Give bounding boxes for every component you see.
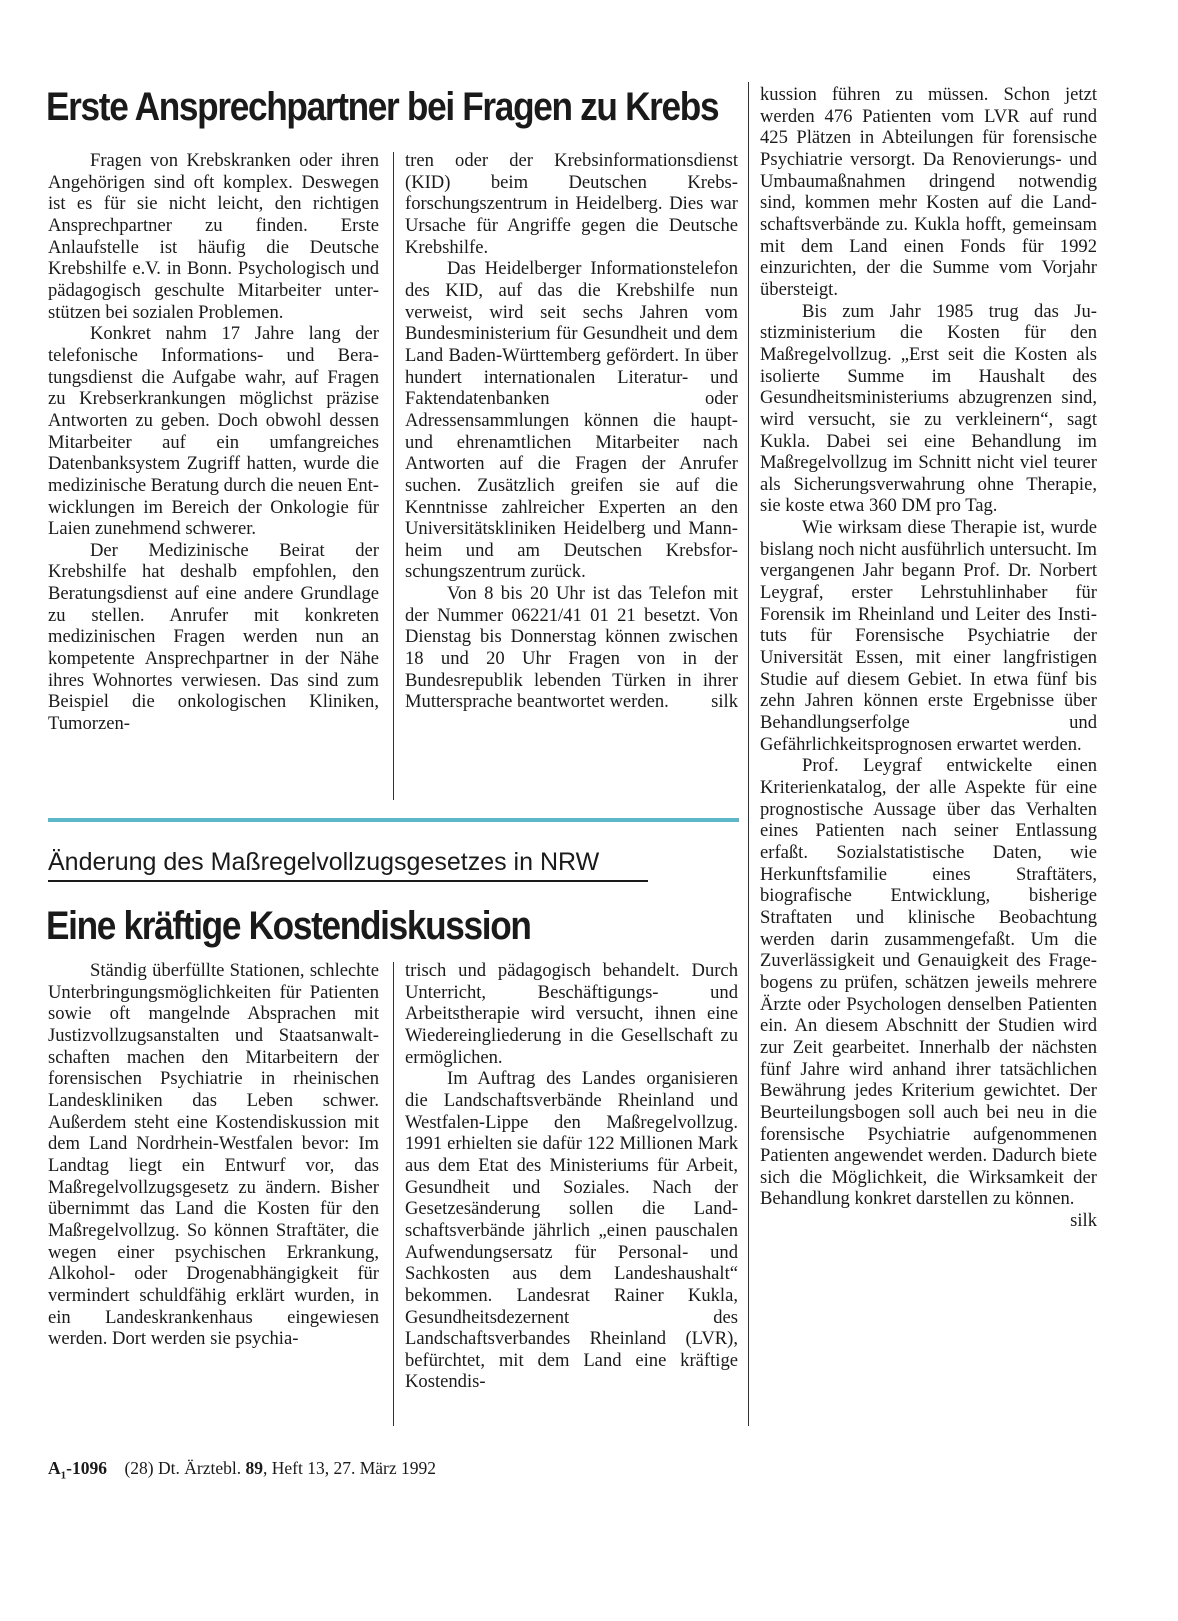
issue-date: , Heft 13, 27. März 1992: [262, 1458, 437, 1478]
section-divider: [48, 818, 739, 822]
article1-column-1: [48, 150, 379, 735]
column-divider: [748, 82, 749, 1426]
paragraph: [405, 583, 738, 713]
column-divider: [393, 152, 394, 800]
article2-column-2: [405, 960, 738, 1393]
paragraph: Ständig überfüllte Stationen, schlechte Unterbringungsmöglichkeiten für Patienten sowie oft mangelnde Absprachen mit Justizvollzugsanstalten und Staatsanwaltschaften machen den Mitarbeitern der forensischen Psychiatrie in rheinischen Landeskliniken das Leben schwer. Außerdem steht eine Kostendiskussion mit dem Land Nordrhein-Westfalen bevor: Im Landtag liegt ein Entwurf vor, das Maßregelvollzugsgesetz zu ändern. Bisher übernimmt das Land die Kosten für den Maßregelvollzug. So können Straftäter, die wegen einer psychischen Erkrankung, Alkohol- oder Drogenabhängigkeit für vermindert schuldfähig erklärt wurden, in ein Landeskrankenhaus eingewiesen werden. Dort werden sie psychia-: [48, 960, 379, 1350]
folio: (28): [124, 1458, 154, 1478]
page-prefix-sub: 1: [60, 1469, 67, 1482]
page-prefix: A: [48, 1458, 61, 1478]
column-divider: [393, 962, 394, 1426]
paragraph: tren oder der Krebsinformationsdienst (KID) beim Deutschen Krebsforschungszentrum in Heidelberg. Dies war Ursache für Angriffe gegen die Deutsche Krebshilfe.: [405, 150, 738, 258]
kicker-underline: [48, 880, 648, 882]
article1-headline: Erste Ansprechpartner bei Fragen zu Krebs: [46, 85, 719, 129]
paragraph: [760, 755, 1097, 1232]
paragraph: kussion führen zu müssen. Schon jetzt werden 476 Patienten vom LVR auf rund 425 Plätzen in Abteilungen für forensische Psychiatrie versorgt. Da Renovierungs- und Umbaumaßnahmen dringend notwendig sind, kommen mehr Kosten auf die Landschaftsverbände zu. Kukla hofft, gemeinsam mit dem Land einen Fonds für 1992 einzurichten, der die Summe vom Vorjahr übersteigt.: [760, 84, 1097, 300]
volume: 89: [245, 1458, 263, 1478]
paragraph: Das Heidelberger Informationstelefon des KID, auf das die Krebshilfe nun verweist, wird seit sechs Jahren vom Bundesministerium für Gesundheit und dem Land Baden-Württemberg gefördert. In über hundert internationalen Literatur- und Faktendatenbanken oder Adressensammlungen können die haupt- und ehrenamtlichen Mitarbeiter nach Antworten auf die Fragen der Anrufer suchen. Zusätzlich greifen sie auf die Kenntnisse zahlreicher Experten an den Universitätskliniken Heidelberg und Mannheim und am Deutschen Krebsforschungszentrum zurück.: [405, 258, 738, 583]
article2-headline: Eine kräftige Kostendiskussion: [46, 904, 531, 948]
paragraph: Im Auftrag des Landes organisieren die Landschaftsverbände Rheinland und Westfalen-Lippe den Maßregelvollzug. 1991 erhielten sie dafür 122 Millionen Mark aus dem Etat des Ministeriums für Arbeit, Gesundheit und Soziales. Nach der Gesetzesänderung sollen die Landschaftsverbände jährlich „einen pauschalen Aufwendungsersatz für Personal- und Sachkosten aus dem Landeshaushalt“ bekommen. Landesrat Rainer Kukla, Gesundheitsdezernent des Landschaftsverbandes Rheinland (LVR), befürchtet, mit dem Land eine kräftige Kostendis-: [405, 1068, 738, 1393]
signature: silk: [1070, 1210, 1097, 1232]
article1-column-2: [405, 150, 738, 713]
paragraph: Der Medizinische Beirat der Krebshilfe hat deshalb empfohlen, den Beratungsdienst auf eine andere Grundlage zu stellen. Anrufer mit konkreten medizinischen Fragen werden nun an kompetente Ansprechpartner in der Nähe ihres Wohnortes verwiesen. Das sind zum Beispiel die onkologischen Kliniken, Tumorzen-: [48, 539, 379, 735]
paragraph: Bis zum Jahr 1985 trug das Justizministerium die Kosten für den Maßregelvollzug. „Erst seit die Kosten als isolierte Summe im Haushalt des Gesundheitsministeriums abzugrenzen sind, wird versucht, sie zu verkleinern“, sagt Kukla. Dabei sei eine Behandlung im Maßregelvollzug im Schnitt nicht viel teurer als Sicherungsverwahrung ohne Therapie, sie koste etwa 360 DM pro Tag.: [760, 300, 1097, 517]
article2-kicker-block: [48, 847, 648, 882]
journal-name: Dt. Ärztebl.: [158, 1458, 242, 1478]
paragraph-text: Von 8 bis 20 Uhr ist das Telefon mit der Nummer 06221/41 01 21 besetzt. Von Dienstag bis Donnerstag können zwischen 18 und 20 Uhr Fragen von in der Bundesrepublik lebenden Türken in ihrer Muttersprache beantwortet werden.: [405, 583, 738, 713]
article2-column-1: [48, 960, 379, 1350]
article2-kicker: Änderung des Maßregelvollzugsgesetzes in NRW: [48, 848, 600, 876]
page-number: -1096: [66, 1458, 107, 1478]
paragraph: Konkret nahm 17 Jahre lang der telefonische Informations- und Beratungsdienst die Aufgabe wahr, auf Fragen zu Krebserkrankungen möglichst präzise Antworten zu geben. Doch obwohl dessen Mitarbeiter auf ein umfangreiches Datenbanksystem Zugriff hatten, wurde die medizinische Beratung durch die neuen Entwicklungen im Bereich der Onkologie für Laien zunehmend schwerer.: [48, 323, 379, 540]
paragraph: trisch und pädagogisch behandelt. Durch Unterricht, Beschäftigungs- und Arbeitstherapie wird versucht, ihnen eine Wiedereingliederung in die Gesellschaft zu ermöglichen.: [405, 960, 738, 1068]
paragraph-text: Prof. Leygraf entwickelte einen Kriterienkatalog, der alle Aspekte für eine prognostische Aussage über das Verhalten eines Patienten nach seiner Entlassung erfaßt. Sozialstatistische Daten, wie Herkunftsfamilie eines Straftäters, biografische Entwicklung, bisherige Straftaten und klinische Beobachtung werden darin zusammengefaßt. Um die Zuverlässigkeit und Genauigkeit des Fragebogens zu prüfen, schätzen jeweils mehrere Ärzte oder Psychologen denselben Patienten ein. An diesem Abschnitt der Studien wird zur Zeit gearbeitet. Innerhalb der nächsten fünf Jahre wird anhand ihrer tatsächlichen Bewährung jedes Kriterium gewichtet. Der Beurteilungsbogen soll auch bei neu in die forensische Psychiatrie aufgenommenen Patienten angewendet werden. Dadurch biete sich die Möglichkeit, die Wirksamkeit der Behandlung konkret darstellen zu können.: [760, 755, 1097, 1210]
paragraph: Fragen von Krebskranken oder ihren Angehörigen sind oft komplex. Deswegen ist es für sie nicht leicht, den richtigen Ansprechpartner zu finden. Erste Anlaufstelle ist häufig die Deutsche Krebshilfe e.V. in Bonn. Psychologisch und pädagogisch geschulte Mitarbeiter unterstützen bei sozialen Problemen.: [48, 150, 379, 323]
paragraph: Wie wirksam diese Therapie ist, wurde bislang noch nicht ausführlich untersucht. Im vergangenen Jahr begann Prof. Dr. Norbert Leygraf, erster Lehrstuhlinhaber für Forensik im Rheinland und Leiter des Instituts für Forensische Psychiatrie der Universität Essen, mit einer langfristigen Studie auf diesem Gebiet. In etwa fünf bis zehn Jahren können erste Ergebnisse über Behandlungserfolge und Gefährlichkeitsprognosen erwartet werden.: [760, 517, 1097, 755]
page-footer: [48, 1458, 436, 1482]
signature: silk: [711, 691, 738, 713]
article2-column-3: [760, 84, 1097, 1232]
